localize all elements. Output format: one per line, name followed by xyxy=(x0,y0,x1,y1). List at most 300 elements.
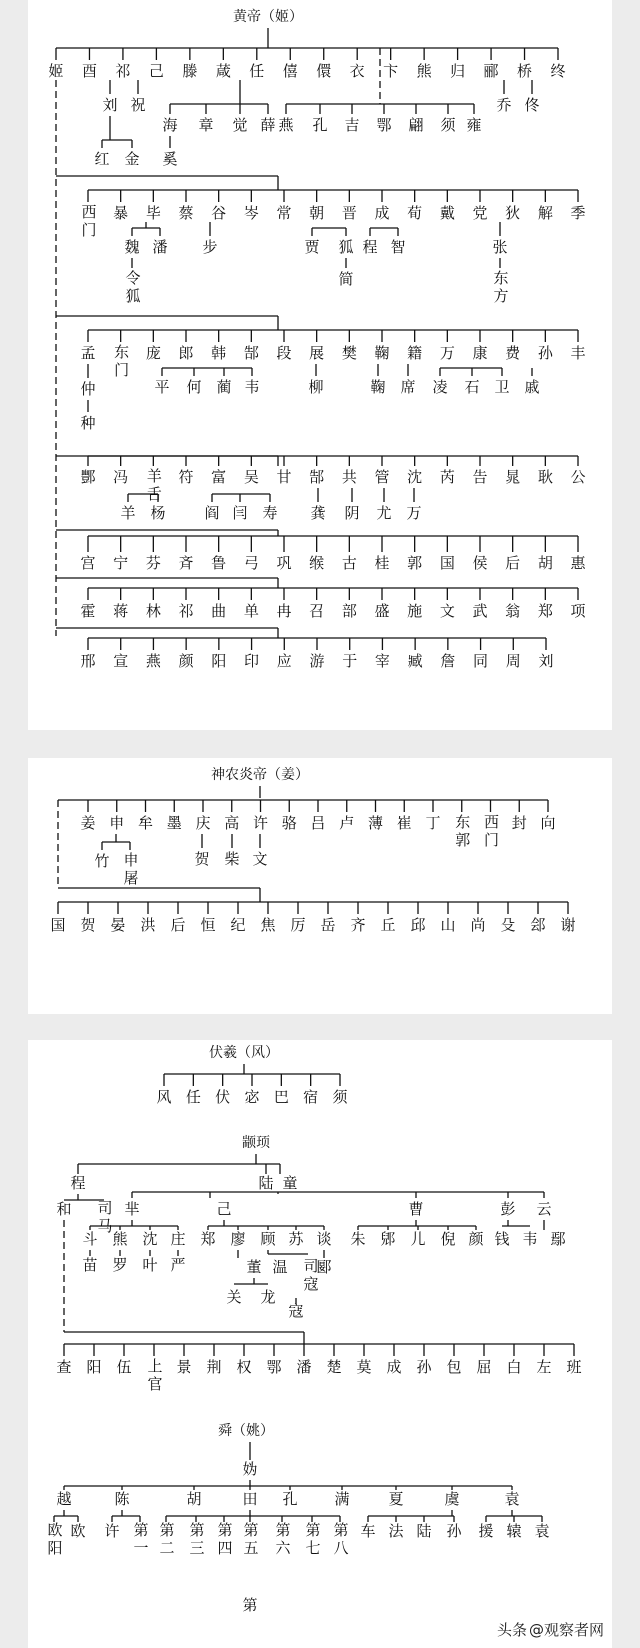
surname-node: 竹 xyxy=(94,852,110,870)
surname-node: 岑 xyxy=(243,204,259,222)
surname-node: 部 xyxy=(341,602,357,620)
surname-node: 朝 xyxy=(309,204,325,222)
surname-node: 查 xyxy=(56,1358,72,1376)
surname-node: 郑 xyxy=(200,1230,216,1248)
surname-node: 文 xyxy=(252,850,268,868)
surname-node: 申 xyxy=(109,814,125,832)
watermark-prefix: 头条 xyxy=(496,1621,527,1639)
surname-node: 龚 xyxy=(310,504,326,522)
surname-node: 谢 xyxy=(560,916,576,934)
surname-node: 古 xyxy=(341,554,357,572)
surname-node: 羊 xyxy=(120,504,136,522)
surname-node: 熊 xyxy=(112,1230,128,1248)
surname-node: 葴 xyxy=(215,62,231,80)
surname-node: 甘 xyxy=(276,468,292,486)
surname-node: 毕 xyxy=(145,204,161,222)
surname-node: 夏 xyxy=(388,1490,404,1508)
surname-node: 第一 xyxy=(131,1522,150,1558)
surname-node: 己 xyxy=(148,62,164,80)
surname-node: 斗 xyxy=(82,1230,98,1248)
surname-node: 莫 xyxy=(356,1358,372,1376)
surname-node: 同 xyxy=(473,652,489,670)
surname-node: 晋 xyxy=(341,204,357,222)
surname-node: 申屠 xyxy=(121,852,140,888)
surname-node: 羊舌 xyxy=(144,468,163,504)
surname-node: 阳 xyxy=(86,1358,102,1376)
surname-node: 尤 xyxy=(376,504,392,522)
surname-node: 孔 xyxy=(282,1490,298,1508)
surname-node: 越 xyxy=(56,1490,72,1508)
surname-node: 富 xyxy=(211,468,227,486)
surname-node: 印 xyxy=(244,652,260,670)
surname-node: 孙 xyxy=(416,1358,432,1376)
surname-node: 翩 xyxy=(408,116,424,134)
surname-node: 成 xyxy=(374,204,390,222)
surname-node: 宁 xyxy=(113,554,129,572)
surname-node: 谈 xyxy=(316,1230,332,1248)
surname-node: 霍 xyxy=(80,602,96,620)
surname-node: 曹 xyxy=(408,1200,424,1218)
surname-node: 符 xyxy=(178,468,194,486)
surname-node: 翁 xyxy=(505,602,521,620)
surname-node: 苗 xyxy=(82,1256,98,1274)
surname-node: 阳 xyxy=(211,652,227,670)
surname-node: 温 xyxy=(272,1258,288,1276)
surname-node: 权 xyxy=(236,1358,252,1376)
surname-node: 伍 xyxy=(116,1358,132,1376)
surname-node: 上官 xyxy=(145,1358,164,1394)
surname-node: 告 xyxy=(472,468,488,486)
surname-node: 简 xyxy=(338,270,354,288)
surname-node: 妫 xyxy=(242,1460,258,1478)
huangdi-tree-panel xyxy=(28,0,612,730)
surname-node: 公 xyxy=(570,468,586,486)
surname-node: 山 xyxy=(440,916,456,934)
surname-node: 张 xyxy=(492,238,508,256)
surname-node: 姜 xyxy=(80,814,96,832)
surname-node: 袁 xyxy=(534,1522,550,1540)
surname-node: 燕 xyxy=(145,652,161,670)
surname-node: 芬 xyxy=(145,554,161,572)
surname-node: 樊 xyxy=(341,344,357,362)
surname-node: 班 xyxy=(566,1358,582,1376)
surname-node: 郐 xyxy=(530,916,546,934)
surname-node: 冯 xyxy=(113,468,129,486)
surname-node: 韦 xyxy=(522,1230,538,1248)
surname-node: 西门 xyxy=(79,204,98,240)
surname-node: 弓 xyxy=(243,554,259,572)
surname-node: 宿 xyxy=(303,1088,319,1106)
surname-node: 第六 xyxy=(273,1522,292,1558)
surname-node: 曲 xyxy=(211,602,227,620)
surname-node: 苏 xyxy=(288,1230,304,1248)
surname-node: 墨 xyxy=(166,814,182,832)
surname-node: 周 xyxy=(505,652,521,670)
surname-node: 郜 xyxy=(309,468,325,486)
surname-node: 儇 xyxy=(316,62,332,80)
surname-node: 袁 xyxy=(504,1490,520,1508)
surname-node: 崔 xyxy=(396,814,412,832)
surname-node: 董 xyxy=(246,1258,262,1276)
surname-node: 第五 xyxy=(241,1522,260,1558)
surname-node: 鄂 xyxy=(266,1358,282,1376)
surname-node: 宣 xyxy=(113,652,129,670)
surname-node: 戚 xyxy=(524,378,540,396)
surname-node: 邢 xyxy=(80,652,96,670)
surname-node: 庞 xyxy=(145,344,161,362)
surname-node: 薛 xyxy=(260,116,276,134)
surname-node: 桥 xyxy=(517,62,533,80)
surname-node: 红 xyxy=(94,150,110,168)
surname-node: 展 xyxy=(309,344,325,362)
surname-node: 盛 xyxy=(374,602,390,620)
surname-node: 庆 xyxy=(195,814,211,832)
surname-node: 潘 xyxy=(152,238,168,256)
surname-node: 鲁 xyxy=(211,554,227,572)
surname-node: 潘 xyxy=(296,1358,312,1376)
surname-node: 风 xyxy=(156,1088,172,1106)
surname-node: 臧 xyxy=(407,652,423,670)
surname-node: 鞠 xyxy=(370,378,386,396)
surname-node: 康 xyxy=(472,344,488,362)
surname-node: 法 xyxy=(388,1522,404,1540)
surname-node: 项 xyxy=(570,602,586,620)
surname-node: 鞠 xyxy=(374,344,390,362)
surname-node: 柳 xyxy=(308,378,324,396)
surname-node: 洪 xyxy=(140,916,156,934)
surname-node: 吴 xyxy=(243,468,259,486)
surname-node: 费 xyxy=(505,344,521,362)
surname-node: 左 xyxy=(536,1358,552,1376)
surname-node: 仲 xyxy=(80,380,96,398)
surname-node: 薄 xyxy=(367,814,384,832)
surname-node: 沈 xyxy=(142,1230,158,1248)
surname-node: 卞 xyxy=(383,62,399,80)
surname-node: 郎 xyxy=(178,344,194,362)
surname-node: 席 xyxy=(400,378,416,396)
surname-node: 芮 xyxy=(439,468,455,486)
watermark xyxy=(497,1619,604,1640)
surname-node: 丰 xyxy=(570,344,586,362)
surname-node: 胡 xyxy=(186,1490,202,1508)
root-node: 神农炎帝（姜） xyxy=(211,767,309,783)
surname-node: 顾 xyxy=(260,1230,276,1248)
surname-node: 贾 xyxy=(304,238,320,256)
surname-node: 芈 xyxy=(124,1200,140,1218)
surname-node: 詹 xyxy=(440,652,456,670)
surname-node: 沈 xyxy=(407,468,423,486)
surname-node: 管 xyxy=(374,468,390,486)
surname-node: 倪 xyxy=(440,1230,456,1248)
surname-node: 颜 xyxy=(468,1230,484,1248)
surname-node: 焦 xyxy=(260,916,276,934)
surname-node: 章 xyxy=(198,116,214,134)
surname-node: 祁 xyxy=(178,602,194,620)
surname-node: 于 xyxy=(342,652,358,670)
surname-node: 严 xyxy=(170,1256,186,1274)
surname-node: 龙 xyxy=(260,1288,276,1306)
surname-node: 金 xyxy=(124,150,140,168)
surname-node: 步 xyxy=(202,238,218,256)
surname-node: 白 xyxy=(506,1358,522,1376)
surname-node: 谷 xyxy=(211,204,227,222)
surname-node: 司马 xyxy=(95,1200,114,1236)
surname-node: 朱 xyxy=(350,1230,366,1248)
surname-node: 和 xyxy=(56,1200,72,1218)
surname-node: 游 xyxy=(309,652,325,670)
surname-node: 郾 xyxy=(316,1258,332,1276)
surname-node: 召 xyxy=(309,602,325,620)
surname-node: 吕 xyxy=(310,814,326,832)
surname-node: 智 xyxy=(390,238,406,256)
surname-node: 雍 xyxy=(466,116,482,134)
surname-node: 段 xyxy=(276,344,292,362)
surname-node: 终 xyxy=(550,62,566,80)
surname-node: 鄂 xyxy=(376,116,392,134)
surname-node: 蔡 xyxy=(178,204,194,222)
surname-node: 戴 xyxy=(439,204,455,222)
surname-node: 包 xyxy=(446,1358,462,1376)
surname-node: 屈 xyxy=(476,1358,492,1376)
surname-node: 贺 xyxy=(80,916,96,934)
surname-node: 侯 xyxy=(472,554,488,572)
surname-node: 闫 xyxy=(232,504,248,522)
surname-node: 荀 xyxy=(407,204,423,222)
surname-node: 斉 xyxy=(178,554,194,572)
surname-node: 党 xyxy=(472,204,488,222)
surname-node: 第二 xyxy=(157,1522,176,1558)
surname-node: 陈 xyxy=(114,1490,130,1508)
surname-node: 胡 xyxy=(537,554,553,572)
surname-node: 籍 xyxy=(407,344,423,362)
surname-node: 缑 xyxy=(309,554,325,572)
surname-node: 东郭 xyxy=(453,814,472,850)
surname-node: 冉 xyxy=(276,602,292,620)
surname-node: 刘 xyxy=(102,96,118,114)
surname-node: 东方 xyxy=(491,270,510,306)
surname-node: 云 xyxy=(536,1200,552,1218)
surname-node: 惠 xyxy=(570,554,586,572)
surname-node: 孟 xyxy=(80,344,96,362)
surname-node: 狄 xyxy=(505,204,521,222)
surname-node: 祁 xyxy=(115,62,131,80)
surname-node: 东门 xyxy=(112,344,131,380)
surname-node: 单 xyxy=(243,602,259,620)
surname-node: 须 xyxy=(440,116,456,134)
surname-node: 蒋 xyxy=(113,602,129,620)
surname-node: 颜 xyxy=(178,652,194,670)
surname-node: 卢 xyxy=(339,814,355,832)
surname-node: 廖 xyxy=(230,1230,246,1248)
surname-node: 衣 xyxy=(349,62,365,80)
surname-node: 丘 xyxy=(380,916,396,934)
shennong-tree-panel xyxy=(28,758,612,1014)
surname-node: 牟 xyxy=(137,814,154,832)
surname-node: 郜 xyxy=(243,344,259,362)
surname-node: 殳 xyxy=(500,916,516,934)
surname-node: 韩 xyxy=(211,344,227,362)
surname-node: 钱 xyxy=(494,1230,510,1248)
surname-node: 须 xyxy=(332,1088,348,1106)
surname-node: 燕 xyxy=(278,116,294,134)
shennong-tree-lines xyxy=(28,758,612,1014)
surname-node: 酉 xyxy=(81,62,97,80)
surname-node: 熊 xyxy=(416,62,432,80)
surname-node: 庄 xyxy=(170,1230,186,1248)
surname-node: 解 xyxy=(537,204,553,222)
surname-node: 第四 xyxy=(215,1522,234,1558)
surname-node: 宰 xyxy=(374,652,390,670)
surname-node: 石 xyxy=(464,378,480,396)
surname-node: 共 xyxy=(341,468,357,486)
surname-node: 向 xyxy=(540,814,556,832)
surname-node: 程 xyxy=(362,238,378,256)
surname-node: 寿 xyxy=(262,504,278,522)
surname-node: 童 xyxy=(282,1174,298,1192)
surname-node: 巩 xyxy=(276,554,292,572)
surname-node: 欧 xyxy=(70,1522,86,1540)
surname-node: 吉 xyxy=(344,116,360,134)
surname-node: 酆 xyxy=(80,468,96,486)
surname-node: 应 xyxy=(276,652,292,670)
surname-node: 辕 xyxy=(506,1522,522,1540)
surname-node: 蔺 xyxy=(216,378,232,396)
surname-node: 巴 xyxy=(273,1088,289,1106)
surname-node: 岳 xyxy=(320,916,336,934)
surname-node: 祝 xyxy=(130,96,146,114)
surname-node: 阴 xyxy=(344,504,360,522)
root-node: 舜（姚） xyxy=(218,1423,274,1439)
fuxi-zhuanxu-shun-tree-panel xyxy=(28,1040,612,1648)
watermark-handle: @观察者网 xyxy=(528,1621,604,1639)
surname-node: 种 xyxy=(80,414,96,432)
surname-node: 林 xyxy=(145,602,161,620)
surname-node: 荆 xyxy=(206,1358,222,1376)
surname-node: 归 xyxy=(450,62,466,80)
surname-node: 武 xyxy=(472,602,488,620)
surname-node: 关 xyxy=(226,1288,242,1306)
surname-node: 景 xyxy=(176,1358,192,1376)
surname-node: 桂 xyxy=(374,554,390,572)
surname-node: 国 xyxy=(50,916,66,934)
surname-node: 伏 xyxy=(215,1088,231,1106)
surname-node: 陆 xyxy=(258,1174,274,1192)
surname-node: 何 xyxy=(186,378,202,396)
surname-node: 第三 xyxy=(187,1522,206,1558)
surname-node: 鄢 xyxy=(550,1230,566,1248)
surname-node: 令狐 xyxy=(123,270,142,306)
surname-node: 齐 xyxy=(350,916,366,934)
surname-node: 万 xyxy=(439,344,455,362)
surname-node: 西门 xyxy=(482,814,500,850)
surname-node: 任 xyxy=(249,62,265,80)
surname-node: 成 xyxy=(386,1358,402,1376)
surname-node: 阎 xyxy=(204,504,220,522)
surname-node: 第 xyxy=(242,1596,258,1614)
surname-node: 后 xyxy=(170,916,186,934)
surname-node: 后 xyxy=(505,554,521,572)
surname-node: 叶 xyxy=(142,1256,158,1274)
surname-node: 丁 xyxy=(425,814,441,832)
surname-node: 常 xyxy=(276,204,292,222)
root-node: 伏羲（风） xyxy=(209,1045,279,1061)
surname-node: 乔 xyxy=(496,96,512,114)
surname-node: 孙 xyxy=(537,344,553,362)
surname-node: 己 xyxy=(216,1200,232,1218)
root-node: 黄帝（姬） xyxy=(233,9,303,25)
surname-node: 平 xyxy=(154,378,170,396)
surname-node: 季 xyxy=(570,204,586,222)
surname-node: 海 xyxy=(162,116,178,134)
surname-node: 宫 xyxy=(80,554,96,572)
surname-node: 程 xyxy=(70,1174,86,1192)
surname-node: 卫 xyxy=(494,378,510,396)
surname-node: 狐 xyxy=(338,238,354,256)
surname-node: 纪 xyxy=(230,916,246,934)
root-node: 颛顼 xyxy=(242,1135,270,1151)
surname-node: 楚 xyxy=(326,1358,342,1376)
surname-node: 陆 xyxy=(416,1522,432,1540)
surname-node: 滕 xyxy=(182,62,198,80)
surname-node: 许 xyxy=(252,814,269,832)
surname-node: 施 xyxy=(407,602,423,620)
surname-node: 柴 xyxy=(224,850,240,868)
surname-node: 晏 xyxy=(110,916,126,934)
surname-node: 田 xyxy=(242,1490,258,1508)
surname-node: 凌 xyxy=(432,378,448,396)
surname-node: 尚 xyxy=(470,916,486,934)
surname-node: 魏 xyxy=(124,238,140,256)
surname-node: 万 xyxy=(406,504,422,522)
surname-node: 司寇 xyxy=(301,1258,320,1294)
surname-node: 高 xyxy=(224,814,240,832)
surname-node: 郑 xyxy=(537,602,553,620)
surname-node: 姬 xyxy=(48,62,64,80)
surname-node: 孙 xyxy=(446,1522,462,1540)
surname-node: 第八 xyxy=(331,1522,350,1558)
surname-node: 郦 xyxy=(483,62,499,80)
surname-node: 宓 xyxy=(244,1088,260,1106)
surname-node: 杨 xyxy=(150,504,166,522)
surname-node: 郭 xyxy=(407,554,423,572)
surname-node: 邱 xyxy=(410,916,426,934)
surname-node: 文 xyxy=(439,602,455,620)
surname-node: 郳 xyxy=(380,1230,396,1248)
surname-node: 僖 xyxy=(282,62,298,80)
surname-node: 国 xyxy=(439,554,455,572)
surname-node: 恒 xyxy=(200,916,216,934)
surname-node: 骆 xyxy=(281,814,297,832)
surname-node: 虞 xyxy=(444,1490,460,1508)
surname-node: 贺 xyxy=(194,850,210,868)
surname-node: 援 xyxy=(478,1522,494,1540)
surname-node: 厉 xyxy=(290,916,306,934)
surname-node: 暴 xyxy=(113,204,129,222)
surname-node: 任 xyxy=(185,1088,201,1106)
surname-node: 满 xyxy=(334,1490,350,1508)
surname-node: 韦 xyxy=(244,378,260,396)
surname-node: 儿 xyxy=(410,1230,426,1248)
surname-node: 晁 xyxy=(505,468,521,486)
surname-node: 许 xyxy=(104,1522,120,1540)
surname-node: 欧阳 xyxy=(45,1522,64,1558)
surname-node: 封 xyxy=(511,814,527,832)
surname-node: 耿 xyxy=(537,468,553,486)
surname-node: 刘 xyxy=(538,652,554,670)
surname-node: 孔 xyxy=(312,116,328,134)
surname-node: 佟 xyxy=(524,96,540,114)
surname-node: 第七 xyxy=(303,1522,322,1558)
